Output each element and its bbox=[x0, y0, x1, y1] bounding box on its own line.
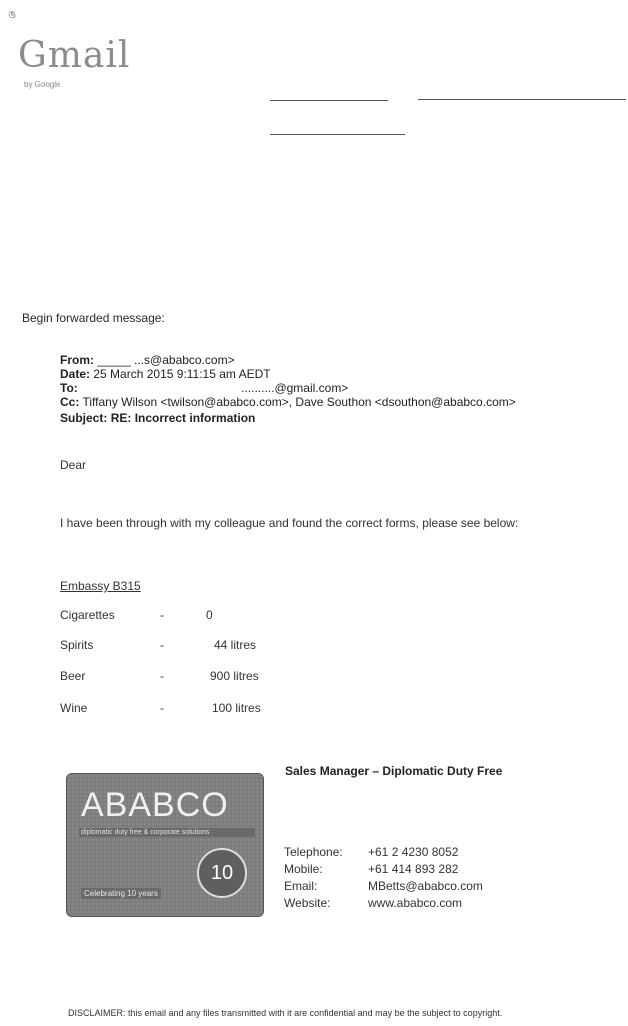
item-name: Wine bbox=[60, 701, 88, 715]
item-name: Spirits bbox=[60, 638, 94, 652]
header-cc bbox=[60, 395, 516, 409]
contact-value: +61 2 4230 8052 bbox=[368, 845, 459, 859]
redaction-line bbox=[418, 99, 626, 100]
subject-value: RE: Incorrect information bbox=[110, 411, 256, 425]
cc-label: Cc: bbox=[60, 395, 80, 409]
item-quantity: 100 litres bbox=[212, 701, 261, 715]
company-logo bbox=[66, 773, 264, 917]
contact-label: Mobile: bbox=[284, 862, 323, 876]
contact-website bbox=[284, 896, 584, 912]
company-logo-name: ABABCO bbox=[81, 786, 229, 824]
list-item bbox=[60, 701, 320, 717]
item-dash: - bbox=[160, 638, 164, 652]
item-dash: - bbox=[160, 701, 164, 715]
page-corner-mark: ঙ bbox=[8, 9, 17, 21]
forwarded-intro: Begin forwarded message: bbox=[22, 311, 165, 325]
to-value: ..........@gmail.com> bbox=[241, 381, 349, 395]
item-name: Cigarettes bbox=[60, 608, 115, 622]
list-item bbox=[60, 608, 320, 624]
to-label: To: bbox=[60, 381, 78, 395]
contact-value: +61 414 893 282 bbox=[368, 862, 459, 876]
gmail-logo-text: Gmail bbox=[18, 35, 131, 76]
list-item bbox=[60, 669, 320, 685]
gmail-logo bbox=[18, 35, 143, 86]
date-value: 25 March 2015 9:11:15 am AEDT bbox=[93, 367, 271, 381]
redaction-line bbox=[270, 134, 405, 135]
company-logo-tagline: diplomatic duty free & corporate solutions bbox=[79, 828, 255, 837]
body-paragraph: I have been through with my colleague and found the correct forms, please see below: bbox=[60, 516, 519, 530]
header-from bbox=[60, 353, 235, 367]
disclaimer: DISCLAIMER: this email and any files transmitted with it are confidential and may be the subject to copyright. bbox=[68, 1008, 503, 1018]
subject-label: Subject: bbox=[60, 411, 108, 425]
contact-value[interactable]: www.ababco.com bbox=[368, 896, 463, 910]
item-quantity: 900 litres bbox=[210, 669, 259, 683]
item-quantity: 44 litres bbox=[214, 638, 257, 652]
item-quantity: 0 bbox=[206, 608, 213, 622]
from-label: From: bbox=[60, 353, 94, 367]
contact-mobile bbox=[284, 862, 584, 878]
header-date bbox=[60, 367, 271, 381]
item-dash: - bbox=[160, 608, 164, 622]
company-logo-celebration: Celebrating 10 years bbox=[81, 888, 161, 899]
contact-email bbox=[284, 879, 584, 895]
date-label: Date: bbox=[60, 367, 91, 381]
from-value: _____ ...s@ababco.com> bbox=[97, 353, 235, 367]
company-logo-badge: 10 bbox=[197, 848, 247, 898]
contact-label: Telephone: bbox=[284, 845, 343, 859]
contact-label: Website: bbox=[284, 896, 331, 910]
signature-title: Sales Manager – Diplomatic Duty Free bbox=[285, 764, 503, 778]
greeting: Dear bbox=[60, 458, 87, 472]
header-to bbox=[60, 381, 348, 395]
item-dash: - bbox=[160, 669, 164, 683]
cc-value: Tiffany Wilson <twilson@ababco.com>, Dave Southon <dsouthon@ababco.com> bbox=[82, 395, 516, 409]
section-title: Embassy B315 bbox=[60, 579, 141, 593]
contact-value[interactable]: MBetts@ababco.com bbox=[368, 879, 483, 893]
header-subject bbox=[60, 411, 255, 425]
redaction-line bbox=[270, 100, 388, 101]
contact-label: Email: bbox=[284, 879, 318, 893]
gmail-logo-tagline: by Google bbox=[24, 80, 61, 89]
item-name: Beer bbox=[60, 669, 86, 683]
contact-telephone bbox=[284, 845, 584, 861]
list-item bbox=[60, 638, 320, 654]
